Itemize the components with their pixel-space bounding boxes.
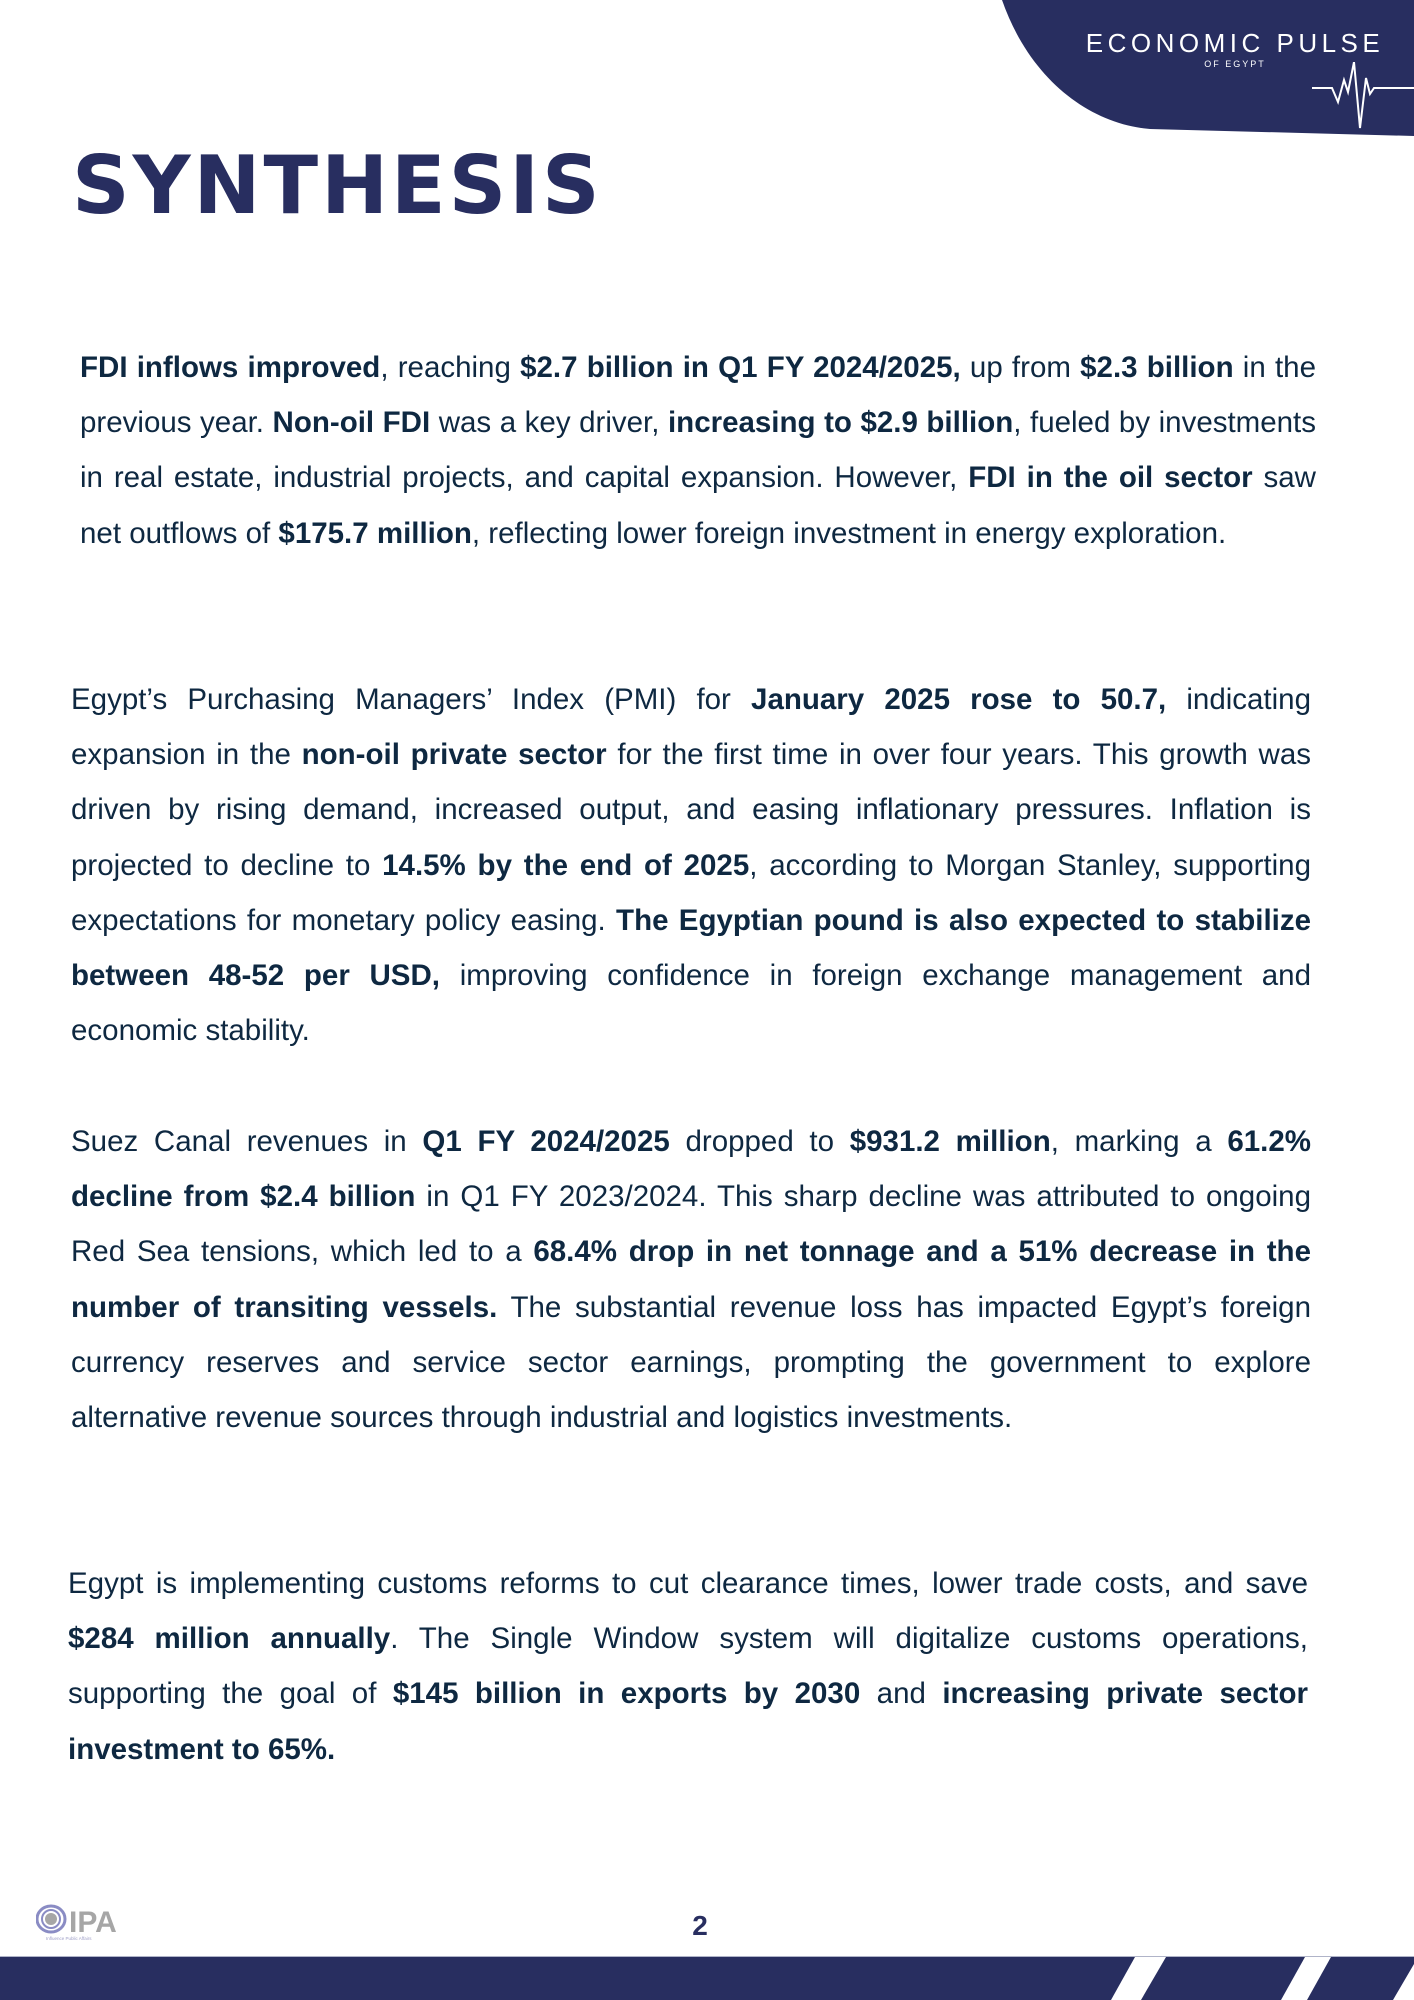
page-number: 2 — [692, 1910, 708, 1941]
highlight-text: 61.2% decline from $2.4 billion — [71, 1125, 1311, 1214]
highlight-text: $284 million annually — [68, 1622, 391, 1656]
highlight-text: $175.7 million — [278, 516, 472, 550]
paragraph-customs-reforms — [68, 1556, 1308, 1777]
body-text: The substantial revenue loss has impacted Egypt’s foreign currency reserves and service sector earnings, prompting the government to explore alternative revenue sources through industrial and logistics investments. — [71, 1290, 1311, 1435]
body-text: . The Single Window system will digitalize customs operations, supporting the goal of — [68, 1622, 1308, 1711]
highlight-text: increasing private sector investment to 65%. — [68, 1677, 1308, 1766]
body-text: indicating expansion in the — [71, 683, 1311, 772]
body-text: in the previous year. — [80, 351, 1316, 440]
body-text: , according to Morgan Stanley, supporting expectations for monetary policy easing. — [71, 848, 1311, 937]
highlight-text: January 2025 rose to 50.7, — [751, 683, 1167, 716]
body-text: , fueled by investments in real estate, industrial projects, and capital expansion. However, — [80, 406, 1317, 495]
paragraph-suez-canal — [71, 1114, 1311, 1445]
body-text: in Q1 FY 2023/2024. This sharp decline was attributed to ongoing Red Sea tensions, which led to a — [71, 1180, 1311, 1269]
body-text: was a key driver, — [430, 406, 668, 440]
highlight-text: 14.5% by the end of 2025 — [382, 848, 750, 882]
highlight-text: 68.4% drop in net tonnage and a 51% decrease in the number of transiting vessels. — [71, 1235, 1311, 1324]
highlight-text: The Egyptian pound is also expected to stabilize between 48-52 per USD, — [71, 903, 1311, 993]
ipa-logo — [36, 1903, 148, 1941]
highlight-text: $2.3 billion — [1080, 351, 1234, 384]
body-text: Suez Canal revenues in — [71, 1125, 423, 1158]
svg-text:Influence Public Affairs: Influence Public Affairs — [46, 1936, 92, 1941]
paragraph-fdi — [80, 340, 1316, 561]
body-text: , reflecting lower foreign investment in energy exploration. — [471, 516, 1227, 550]
highlight-text: FDI in the oil sector — [968, 461, 1253, 495]
body-text: and — [860, 1677, 943, 1711]
body-text: improving confidence in foreign exchange management and economic stability. — [71, 959, 1311, 1048]
footer-band — [0, 1956, 1414, 2000]
body-text: up from — [960, 351, 1081, 384]
highlight-text: Q1 FY 2024/2025 — [422, 1125, 670, 1158]
highlight-text: $2.7 billion in Q1 FY 2024/2025, — [520, 351, 961, 384]
svg-text:IPA: IPA — [69, 1906, 117, 1939]
brand-subtitle: OF EGYPT — [1204, 59, 1266, 69]
body-text: Egypt’s Purchasing Managers’ Index (PMI) for — [71, 683, 752, 716]
heartbeat-line-icon — [1312, 62, 1414, 136]
paragraph-pmi-inflation — [71, 672, 1311, 1058]
body-text: , reaching — [380, 351, 521, 384]
highlight-text: non-oil private sector — [301, 738, 607, 772]
body-text: for the first time in over four years. This growth was driven by rising demand, increased output, and easing inflationary pressures. Inflation is projected to decline to — [71, 738, 1311, 882]
page-title: SYNTHESIS — [72, 139, 603, 232]
body-text: , marking a — [1050, 1125, 1228, 1158]
highlight-text: $145 billion in exports by 2030 — [392, 1677, 861, 1711]
body-text: dropped to — [669, 1125, 850, 1158]
highlight-text: Non-oil FDI — [272, 406, 431, 440]
body-text: Egypt is implementing customs reforms to cut clearance times, lower trade costs, and save — [68, 1567, 1308, 1600]
highlight-text: FDI inflows improved — [80, 351, 381, 384]
header-banner-shape — [0, 0, 1414, 140]
brand-title: ECONOMIC PULSE — [1085, 28, 1385, 58]
highlight-text: $931.2 million — [849, 1125, 1051, 1158]
highlight-text: increasing to $2.9 billion — [667, 406, 1014, 440]
body-text: saw net outflows of — [80, 461, 1316, 550]
